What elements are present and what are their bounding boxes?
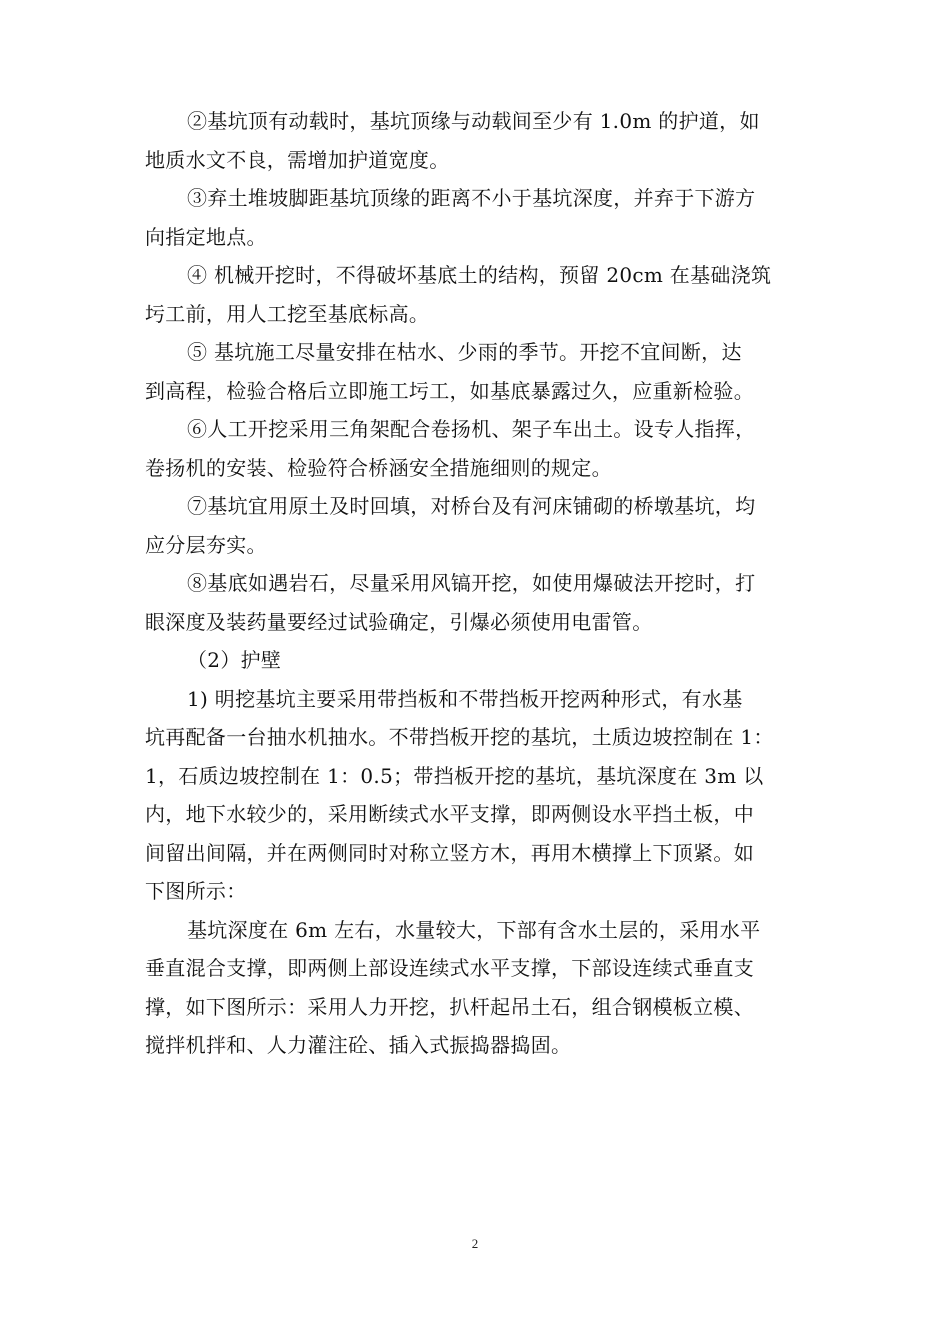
text-line: 搅拌机拌和、人力灌注砼、插入式振捣器捣固。: [145, 1033, 572, 1057]
text-line: 圬工前，用人工挖至基底标高。: [145, 301, 430, 326]
text-line: 垂直混合支撑，即两侧上部设连续式水平支撑，下部设连续式垂直支: [145, 956, 754, 980]
paragraph-retaining-wall-2: [145, 911, 815, 1065]
text-line: ⑦基坑宜用原土及时回填，对桥台及有河床铺砌的桥墩基坑，均: [187, 494, 756, 518]
text-line: ④ 机械开挖时，不得破坏基底土的结构，预留 20cm 在基础浇筑: [187, 263, 772, 287]
paragraph-item-6: [145, 410, 815, 487]
text-line: 撑，如下图所示：采用人力开挖，扒杆起吊土石，组合钢模板立模、: [145, 994, 754, 1019]
section-heading: [145, 641, 815, 680]
text-line: ⑤ 基坑施工尽量安排在枯水、少雨的季节。开挖不宜间断，达: [187, 340, 742, 364]
paragraph-retaining-wall-1: [145, 680, 815, 911]
text-line: 地质水文不良，需增加护道宽度。: [145, 147, 450, 172]
text-line: 应分层夯实。: [145, 532, 267, 557]
text-line: 间留出间隔，并在两侧同时对称立竖方木，再用木横撑上下顶紧。如: [145, 840, 754, 865]
paragraph-item-7: [145, 487, 815, 564]
text-line: 向指定地点。: [145, 224, 267, 249]
text-line: 1，石质边坡控制在 1：0.5；带挡板开挖的基坑，基坑深度在 3m 以: [145, 763, 764, 788]
section-heading-text: （2）护壁: [187, 648, 282, 672]
text-line: 卷扬机的安装、检验符合桥涵安全措施细则的规定。: [145, 455, 612, 480]
paragraph-item-4: [145, 256, 815, 333]
text-line: 内，地下水较少的，采用断续式水平支撑，即两侧设水平挡土板，中: [145, 802, 754, 826]
paragraph-item-8: [145, 564, 815, 641]
text-line: 1) 明挖基坑主要采用带挡板和不带挡板开挖两种形式，有水基: [187, 686, 743, 711]
text-line: ②基坑顶有动载时，基坑顶缘与动载间至少有 1.0m 的护道，如: [187, 109, 760, 133]
paragraph-item-2: [145, 102, 815, 179]
text-line: ⑥人工开挖采用三角架配合卷扬机、架子车出土。设专人指挥，: [187, 417, 756, 441]
text-line: 坑再配备一台抽水机抽水。不带挡板开挖的基坑，土质边坡控制在 1：: [145, 725, 774, 749]
text-line: 基坑深度在 6m 左右，水量较大，下部有含水土层的，采用水平: [187, 917, 761, 942]
paragraph-item-5: [145, 333, 815, 410]
text-line: 眼深度及装药量要经过试验确定，引爆必须使用电雷管。: [145, 609, 653, 634]
text-line: ③弃土堆坡脚距基坑顶缘的距离不小于基坑深度，并弃于下游方: [187, 186, 756, 210]
document-body: [145, 102, 815, 1065]
text-line: 下图所示：: [145, 879, 247, 903]
paragraph-item-3: [145, 179, 815, 256]
page-number: 2: [471, 1236, 479, 1251]
text-line: ⑧基底如遇岩石，尽量采用风镐开挖，如使用爆破法开挖时，打: [187, 571, 756, 595]
text-line: 到高程，检验合格后立即施工圬工，如基底暴露过久，应重新检验。: [145, 378, 754, 403]
